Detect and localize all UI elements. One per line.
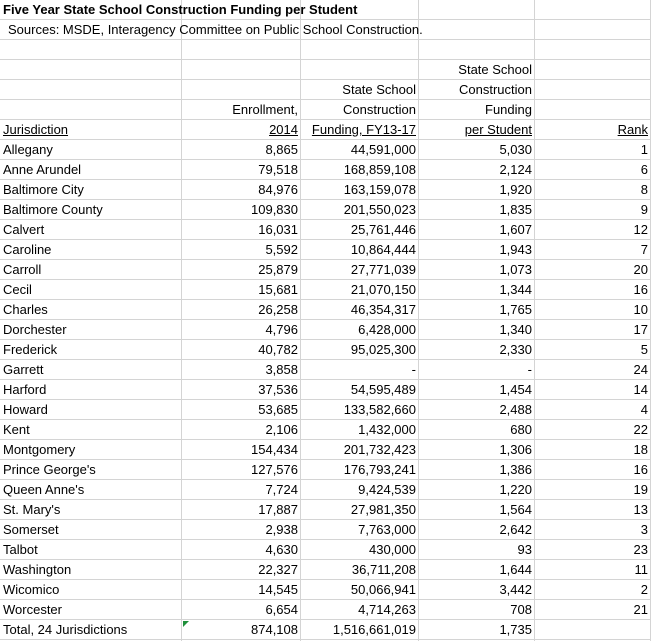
funding-cell[interactable]: 1,432,000	[358, 422, 416, 437]
enrollment-cell[interactable]: 3,858	[265, 362, 298, 377]
per-student-header-line3[interactable]: Funding	[485, 102, 532, 117]
enrollment-cell[interactable]: 8,865	[265, 142, 298, 157]
jurisdiction-header[interactable]	[0, 120, 182, 140]
enrollment-header[interactable]	[182, 120, 301, 140]
jurisdiction-cell[interactable]: Talbot	[3, 542, 38, 557]
table-row	[0, 280, 651, 300]
jurisdiction-cell[interactable]: Worcester	[3, 602, 62, 617]
per-student-cell[interactable]: 1,344	[499, 282, 532, 297]
rank-cell[interactable]: 2	[640, 582, 648, 597]
per-student-cell[interactable]: 3,442	[499, 582, 532, 597]
jurisdiction-cell[interactable]: Howard	[3, 402, 48, 417]
per-student-cell[interactable]: 2,330	[499, 342, 532, 357]
per-student-cell[interactable]: 1,607	[499, 222, 532, 237]
jurisdiction-cell[interactable]: Queen Anne's	[3, 482, 85, 497]
per-student-cell[interactable]: 1,386	[499, 462, 532, 477]
table-row	[0, 160, 651, 180]
funding-cell[interactable]: 27,771,039	[350, 262, 416, 277]
rank-cell[interactable]: 21	[633, 602, 648, 617]
enrollment-header-text: 2014	[269, 122, 298, 137]
funding-cell[interactable]: 7,763,000	[358, 522, 416, 537]
jurisdiction-cell[interactable]: Charles	[3, 302, 48, 317]
total-label[interactable]: Total, 24 Jurisdictions	[3, 622, 128, 637]
enrollment-cell[interactable]: 109,830	[251, 202, 298, 217]
per-student-cell[interactable]: 1,564	[499, 502, 532, 517]
jurisdiction-cell[interactable]: Garrett	[3, 362, 44, 377]
enrollment-cell[interactable]: 15,681	[258, 282, 298, 297]
table-row	[0, 320, 651, 340]
funding-cell[interactable]: 430,000	[369, 542, 416, 557]
jurisdiction-cell[interactable]: Carroll	[3, 262, 42, 277]
per-student-cell[interactable]: 1,765	[499, 302, 532, 317]
rank-cell[interactable]: 16	[633, 282, 648, 297]
rank-cell[interactable]: 19	[633, 482, 648, 497]
rank-cell[interactable]: 8	[640, 182, 648, 197]
sources-row	[0, 20, 651, 40]
enrollment-cell[interactable]: 16,031	[258, 222, 298, 237]
funding-cell[interactable]: 36,711,208	[351, 562, 416, 577]
jurisdiction-cell[interactable]: Dorchester	[3, 322, 67, 337]
enrollment-cell[interactable]: 6,654	[265, 602, 298, 617]
sheet-title[interactable]: Five Year State School Construction Funding per Student	[3, 2, 358, 17]
enrollment-cell[interactable]: 154,434	[251, 442, 298, 457]
rank-cell[interactable]: 1	[640, 142, 648, 157]
table-row	[0, 360, 651, 380]
funding-cell[interactable]: 25,761,446	[350, 222, 416, 237]
jurisdiction-cell[interactable]: Calvert	[3, 222, 45, 237]
funding-cell[interactable]: 95,025,300	[350, 342, 416, 357]
jurisdiction-cell[interactable]: Caroline	[3, 242, 52, 257]
enrollment-cell[interactable]: 2,106	[265, 422, 298, 437]
enrollment-cell[interactable]: 37,536	[258, 382, 298, 397]
jurisdiction-cell[interactable]: Prince George's	[3, 462, 96, 477]
enrollment-cell[interactable]: 4,796	[265, 322, 298, 337]
per-student-cell[interactable]: 1,920	[499, 182, 532, 197]
total-enrollment[interactable]: 874,108	[251, 622, 298, 637]
jurisdiction-cell[interactable]: Baltimore County	[3, 202, 103, 217]
enrollment-cell[interactable]: 14,545	[258, 582, 298, 597]
per-student-cell[interactable]: 1,943	[499, 242, 532, 257]
jurisdiction-header-text: Jurisdiction	[3, 122, 69, 137]
funding-cell[interactable]: 176,793,241	[343, 462, 416, 477]
funding-cell[interactable]: 54,595,489	[350, 382, 416, 397]
total-rank[interactable]	[535, 620, 651, 640]
table-row	[0, 520, 651, 540]
enrollment-cell[interactable]: 5,592	[265, 242, 298, 257]
per-student-cell[interactable]: 708	[510, 602, 532, 617]
table-row	[0, 460, 651, 480]
jurisdiction-cell[interactable]: Baltimore City	[3, 182, 84, 197]
rank-cell[interactable]: 22	[633, 422, 648, 437]
rank-cell[interactable]: 10	[633, 302, 648, 317]
table-row	[0, 260, 651, 280]
per-student-cell[interactable]: 1,073	[499, 262, 532, 277]
rank-cell[interactable]: 9	[640, 202, 648, 217]
jurisdiction-cell[interactable]: Somerset	[3, 522, 59, 537]
per-student-cell[interactable]: 5,030	[499, 142, 532, 157]
funding-cell[interactable]: -	[411, 362, 416, 377]
per-student-cell[interactable]: 2,642	[499, 522, 532, 537]
jurisdiction-cell[interactable]: Anne Arundel	[3, 162, 82, 177]
funding-cell[interactable]: 6,428,000	[358, 322, 416, 337]
header-row-4	[0, 120, 651, 140]
table-row	[0, 240, 651, 260]
per-student-cell[interactable]: 1,454	[499, 382, 532, 397]
funding-cell[interactable]: 163,159,078	[343, 182, 416, 197]
funding-cell[interactable]: 201,550,023	[343, 202, 416, 217]
total-per-student[interactable]: 1,735	[499, 622, 532, 637]
header-row-3	[0, 100, 651, 120]
table-row	[0, 220, 651, 240]
funding-header-line1[interactable]: State School	[342, 82, 416, 97]
title-row	[0, 0, 651, 20]
funding-header[interactable]	[301, 120, 419, 140]
enrollment-cell[interactable]: 4,630	[265, 542, 298, 557]
header-row-1	[0, 60, 651, 80]
rank-cell[interactable]: 16	[633, 462, 648, 477]
enrollment-cell[interactable]: 26,258	[258, 302, 298, 317]
enrollment-cell[interactable]: 25,879	[258, 262, 298, 277]
enrollment-cell[interactable]: 127,576	[251, 462, 298, 477]
rank-cell[interactable]: 13	[633, 502, 648, 517]
table-row	[0, 200, 651, 220]
table-row	[0, 180, 651, 200]
jurisdiction-cell[interactable]: Wicomico	[3, 582, 60, 597]
rank-header-text: Rank	[617, 122, 648, 137]
enrollment-cell[interactable]: 2,938	[265, 522, 298, 537]
funding-header-text: Funding, FY13-17	[311, 122, 416, 137]
jurisdiction-cell[interactable]: St. Mary's	[3, 502, 61, 517]
per-student-cell[interactable]: 680	[510, 422, 532, 437]
rank-cell[interactable]: 7	[640, 242, 648, 257]
funding-cell[interactable]: 4,714,263	[358, 602, 416, 617]
jurisdiction-cell[interactable]: Cecil	[3, 282, 32, 297]
header-row-2	[0, 80, 651, 100]
rank-cell[interactable]: 14	[633, 382, 648, 397]
per-student-cell[interactable]: 1,220	[499, 482, 532, 497]
jurisdiction-cell[interactable]: Montgomery	[3, 442, 76, 457]
enrollment-cell[interactable]: 53,685	[258, 402, 298, 417]
funding-cell[interactable]: 50,066,941	[350, 582, 416, 597]
rank-header[interactable]	[535, 120, 651, 140]
jurisdiction-cell[interactable]: Allegany	[3, 142, 53, 157]
per-student-header-line1[interactable]: State School	[458, 62, 532, 77]
rank-cell[interactable]: 5	[640, 342, 648, 357]
funding-cell[interactable]: 10,864,444	[350, 242, 416, 257]
per-student-cell[interactable]: 2,488	[499, 402, 532, 417]
error-indicator-icon	[183, 621, 189, 627]
funding-cell[interactable]: 168,859,108	[343, 162, 416, 177]
rank-cell[interactable]: 12	[633, 222, 648, 237]
total-row	[0, 620, 651, 640]
funding-cell[interactable]: 44,591,000	[350, 142, 416, 157]
enrollment-cell[interactable]: 22,327	[258, 562, 298, 577]
funding-cell[interactable]: 46,354,317	[350, 302, 416, 317]
per-student-cell[interactable]: 2,124	[499, 162, 532, 177]
rank-cell[interactable]: 6	[640, 162, 648, 177]
enrollment-cell[interactable]: 17,887	[258, 502, 298, 517]
funding-cell[interactable]: 201,732,423	[343, 442, 416, 457]
total-funding[interactable]: 1,516,661,019	[332, 622, 416, 637]
table-row	[0, 540, 651, 560]
table-row	[0, 420, 651, 440]
rank-cell[interactable]: 24	[633, 362, 648, 377]
enrollment-cell[interactable]: 40,782	[258, 342, 298, 357]
enrollment-cell[interactable]: 7,724	[265, 482, 298, 497]
per-student-header-line2[interactable]: Construction	[459, 82, 532, 97]
per-student-cell[interactable]: 93	[517, 542, 532, 557]
jurisdiction-cell[interactable]: Harford	[3, 382, 47, 397]
enrollment-header-line1[interactable]: Enrollment,	[232, 102, 298, 117]
rank-cell[interactable]: 20	[633, 262, 648, 277]
rank-cell[interactable]: 18	[633, 442, 648, 457]
per-student-cell[interactable]: 1,306	[499, 442, 532, 457]
funding-header-line2[interactable]: Construction	[343, 102, 416, 117]
jurisdiction-cell[interactable]: Washington	[3, 562, 72, 577]
funding-cell[interactable]: 9,424,539	[358, 482, 416, 497]
rank-cell[interactable]: 23	[633, 542, 648, 557]
per-student-cell[interactable]: 1,835	[499, 202, 532, 217]
per-student-cell[interactable]: 1,644	[499, 562, 532, 577]
jurisdiction-cell[interactable]: Frederick	[3, 342, 58, 357]
funding-cell[interactable]: 133,582,660	[343, 402, 416, 417]
funding-cell[interactable]: 21,070,150	[350, 282, 416, 297]
rank-cell[interactable]: 17	[633, 322, 648, 337]
per-student-header[interactable]	[419, 120, 535, 140]
table-row	[0, 600, 651, 620]
table-row	[0, 380, 651, 400]
table-row	[0, 400, 651, 420]
per-student-cell[interactable]: 1,340	[499, 322, 532, 337]
rank-cell[interactable]: 11	[634, 562, 648, 577]
per-student-cell[interactable]: -	[527, 362, 532, 377]
rank-cell[interactable]: 4	[640, 402, 648, 417]
table-row	[0, 440, 651, 460]
table-row	[0, 560, 651, 580]
enrollment-cell[interactable]: 79,518	[258, 162, 298, 177]
sources-note[interactable]: Sources: MSDE, Interagency Committee on Public School Construction.	[8, 22, 423, 37]
funding-cell[interactable]: 27,981,350	[350, 502, 416, 517]
jurisdiction-cell[interactable]: Kent	[3, 422, 30, 437]
table-row	[0, 580, 651, 600]
table-row	[0, 340, 651, 360]
table-row	[0, 140, 651, 160]
table-row	[0, 300, 651, 320]
rank-cell[interactable]: 3	[640, 522, 648, 537]
table-row	[0, 480, 651, 500]
enrollment-cell[interactable]: 84,976	[258, 182, 298, 197]
table-row	[0, 500, 651, 520]
per-student-header-text: per Student	[464, 122, 532, 137]
